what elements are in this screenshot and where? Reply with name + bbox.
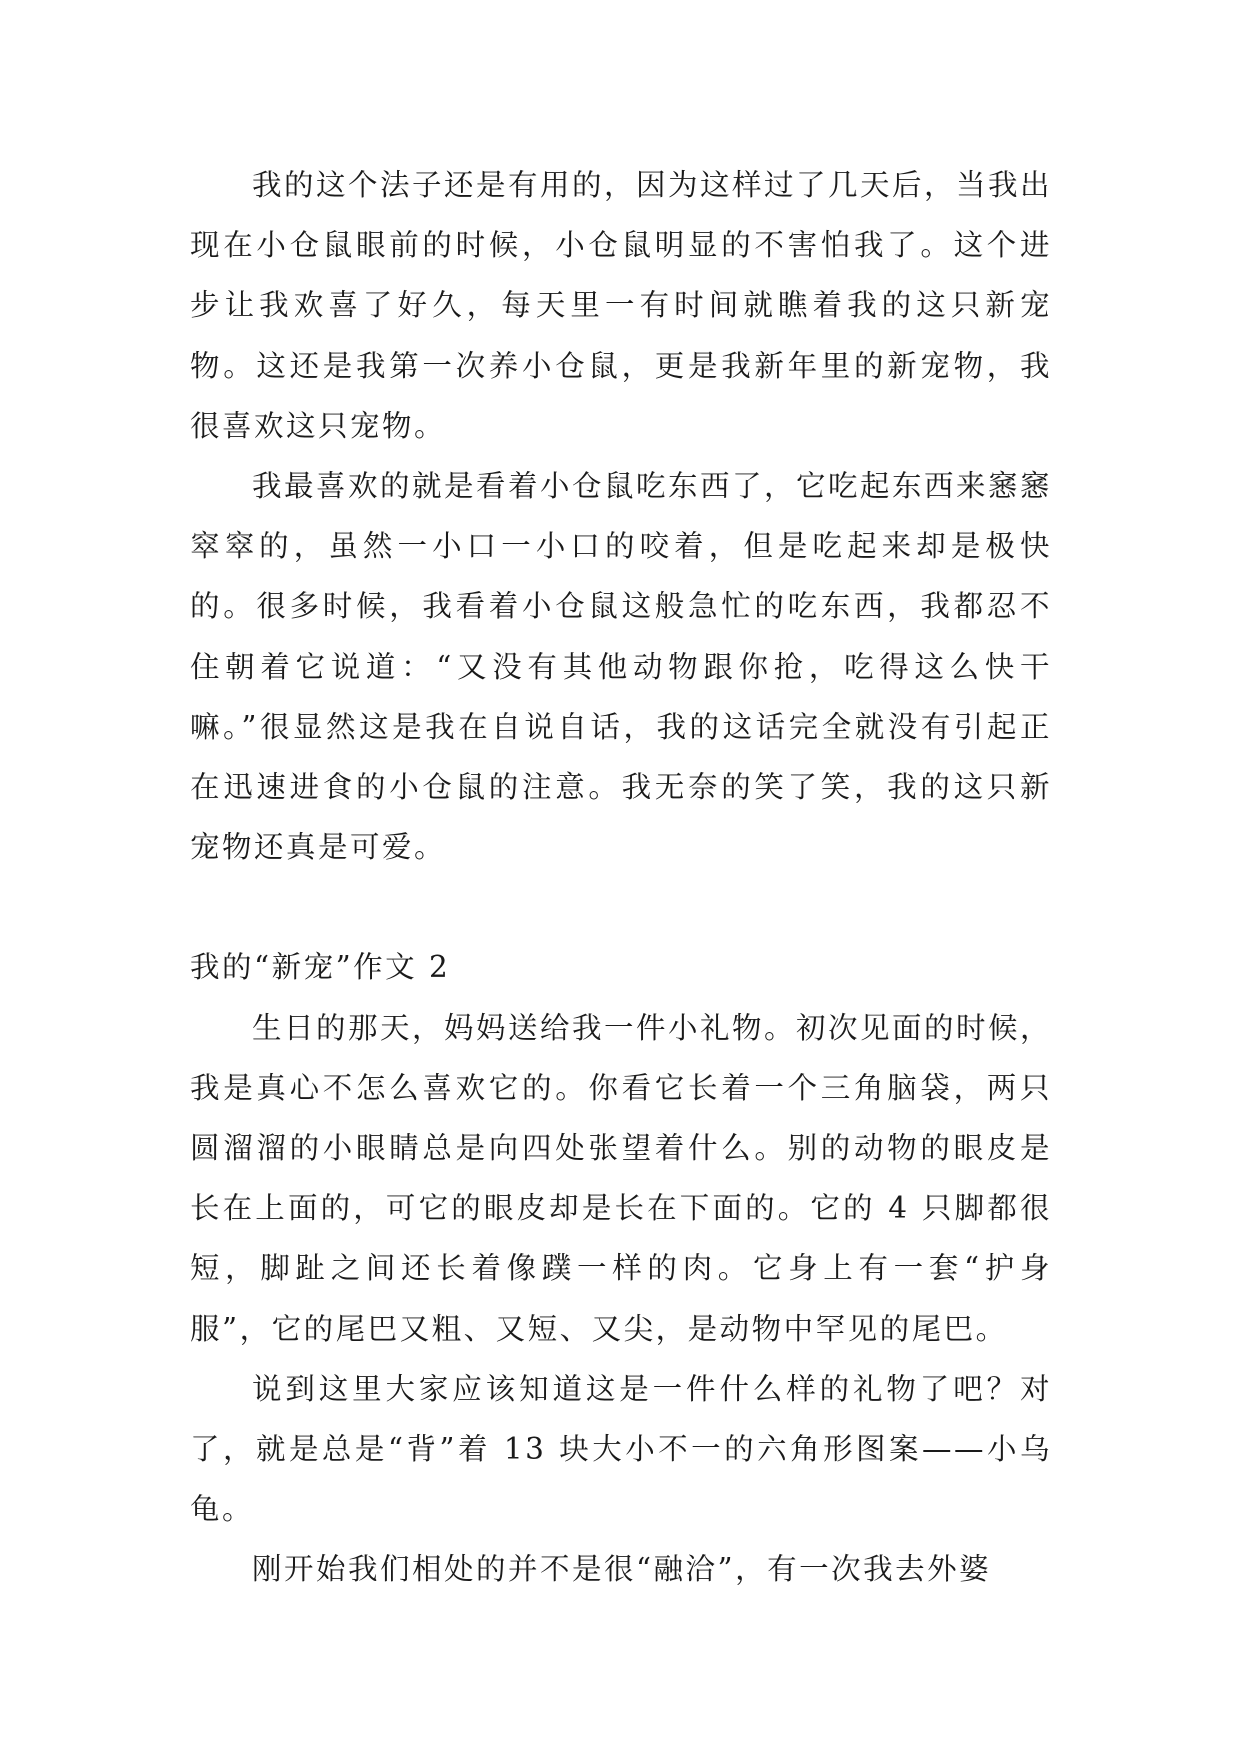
- essay-heading: 我的“新宠”作文 2: [190, 950, 451, 985]
- paragraph: 我最喜欢的就是看着小仓鼠吃东西了，它吃起东西来窸窸窣窣的，虽然一小口一小口的咬着，但是吃起来却是极快的。很多时候，我看着小仓鼠这般急忙的吃东西，我都忍不住朝着它说道：“又没有其他动物跟你抢，吃得这么快干嘛。”很显然这是我在自说自话，我的这话完全就没有引起正在迅速进食的小仓鼠的注意。我无奈的笑了笑，我的这只新宠物还真是可爱。: [190, 469, 1052, 865]
- paragraph: 说到这里大家应该知道这是一件什么样的礼物了吧？对了，就是总是“背”着 13 块大小不一的六角形图案——小乌龟。: [190, 1371, 1052, 1527]
- document-body: [190, 155, 1052, 1600]
- paragraph: 刚开始我们相处的并不是很“融洽”，有一次我去外婆: [251, 1552, 992, 1587]
- paragraph: 生日的那天，妈妈送给我一件小礼物。初次见面的时候，我是真心不怎么喜欢它的。你看它长着一个三角脑袋，两只圆溜溜的小眼睛总是向四处张望着什么。别的动物的眼皮是长在上面的，可它的眼皮却是长在下面的。它的 4 只脚都很短，脚趾之间还长着像蹼一样的肉。它身上有一套“护身服”，它的尾巴又粗、又短、又尖，是动物中罕见的尾巴。: [190, 1010, 1052, 1346]
- paragraph: 我的这个法子还是有用的，因为这样过了几天后，当我出现在小仓鼠眼前的时候，小仓鼠明显的不害怕我了。这个进步让我欢喜了好久，每天里一有时间就瞧着我的这只新宠物。这还是我第一次养小仓鼠，更是我新年里的新宠物，我很喜欢这只宠物。: [190, 168, 1052, 443]
